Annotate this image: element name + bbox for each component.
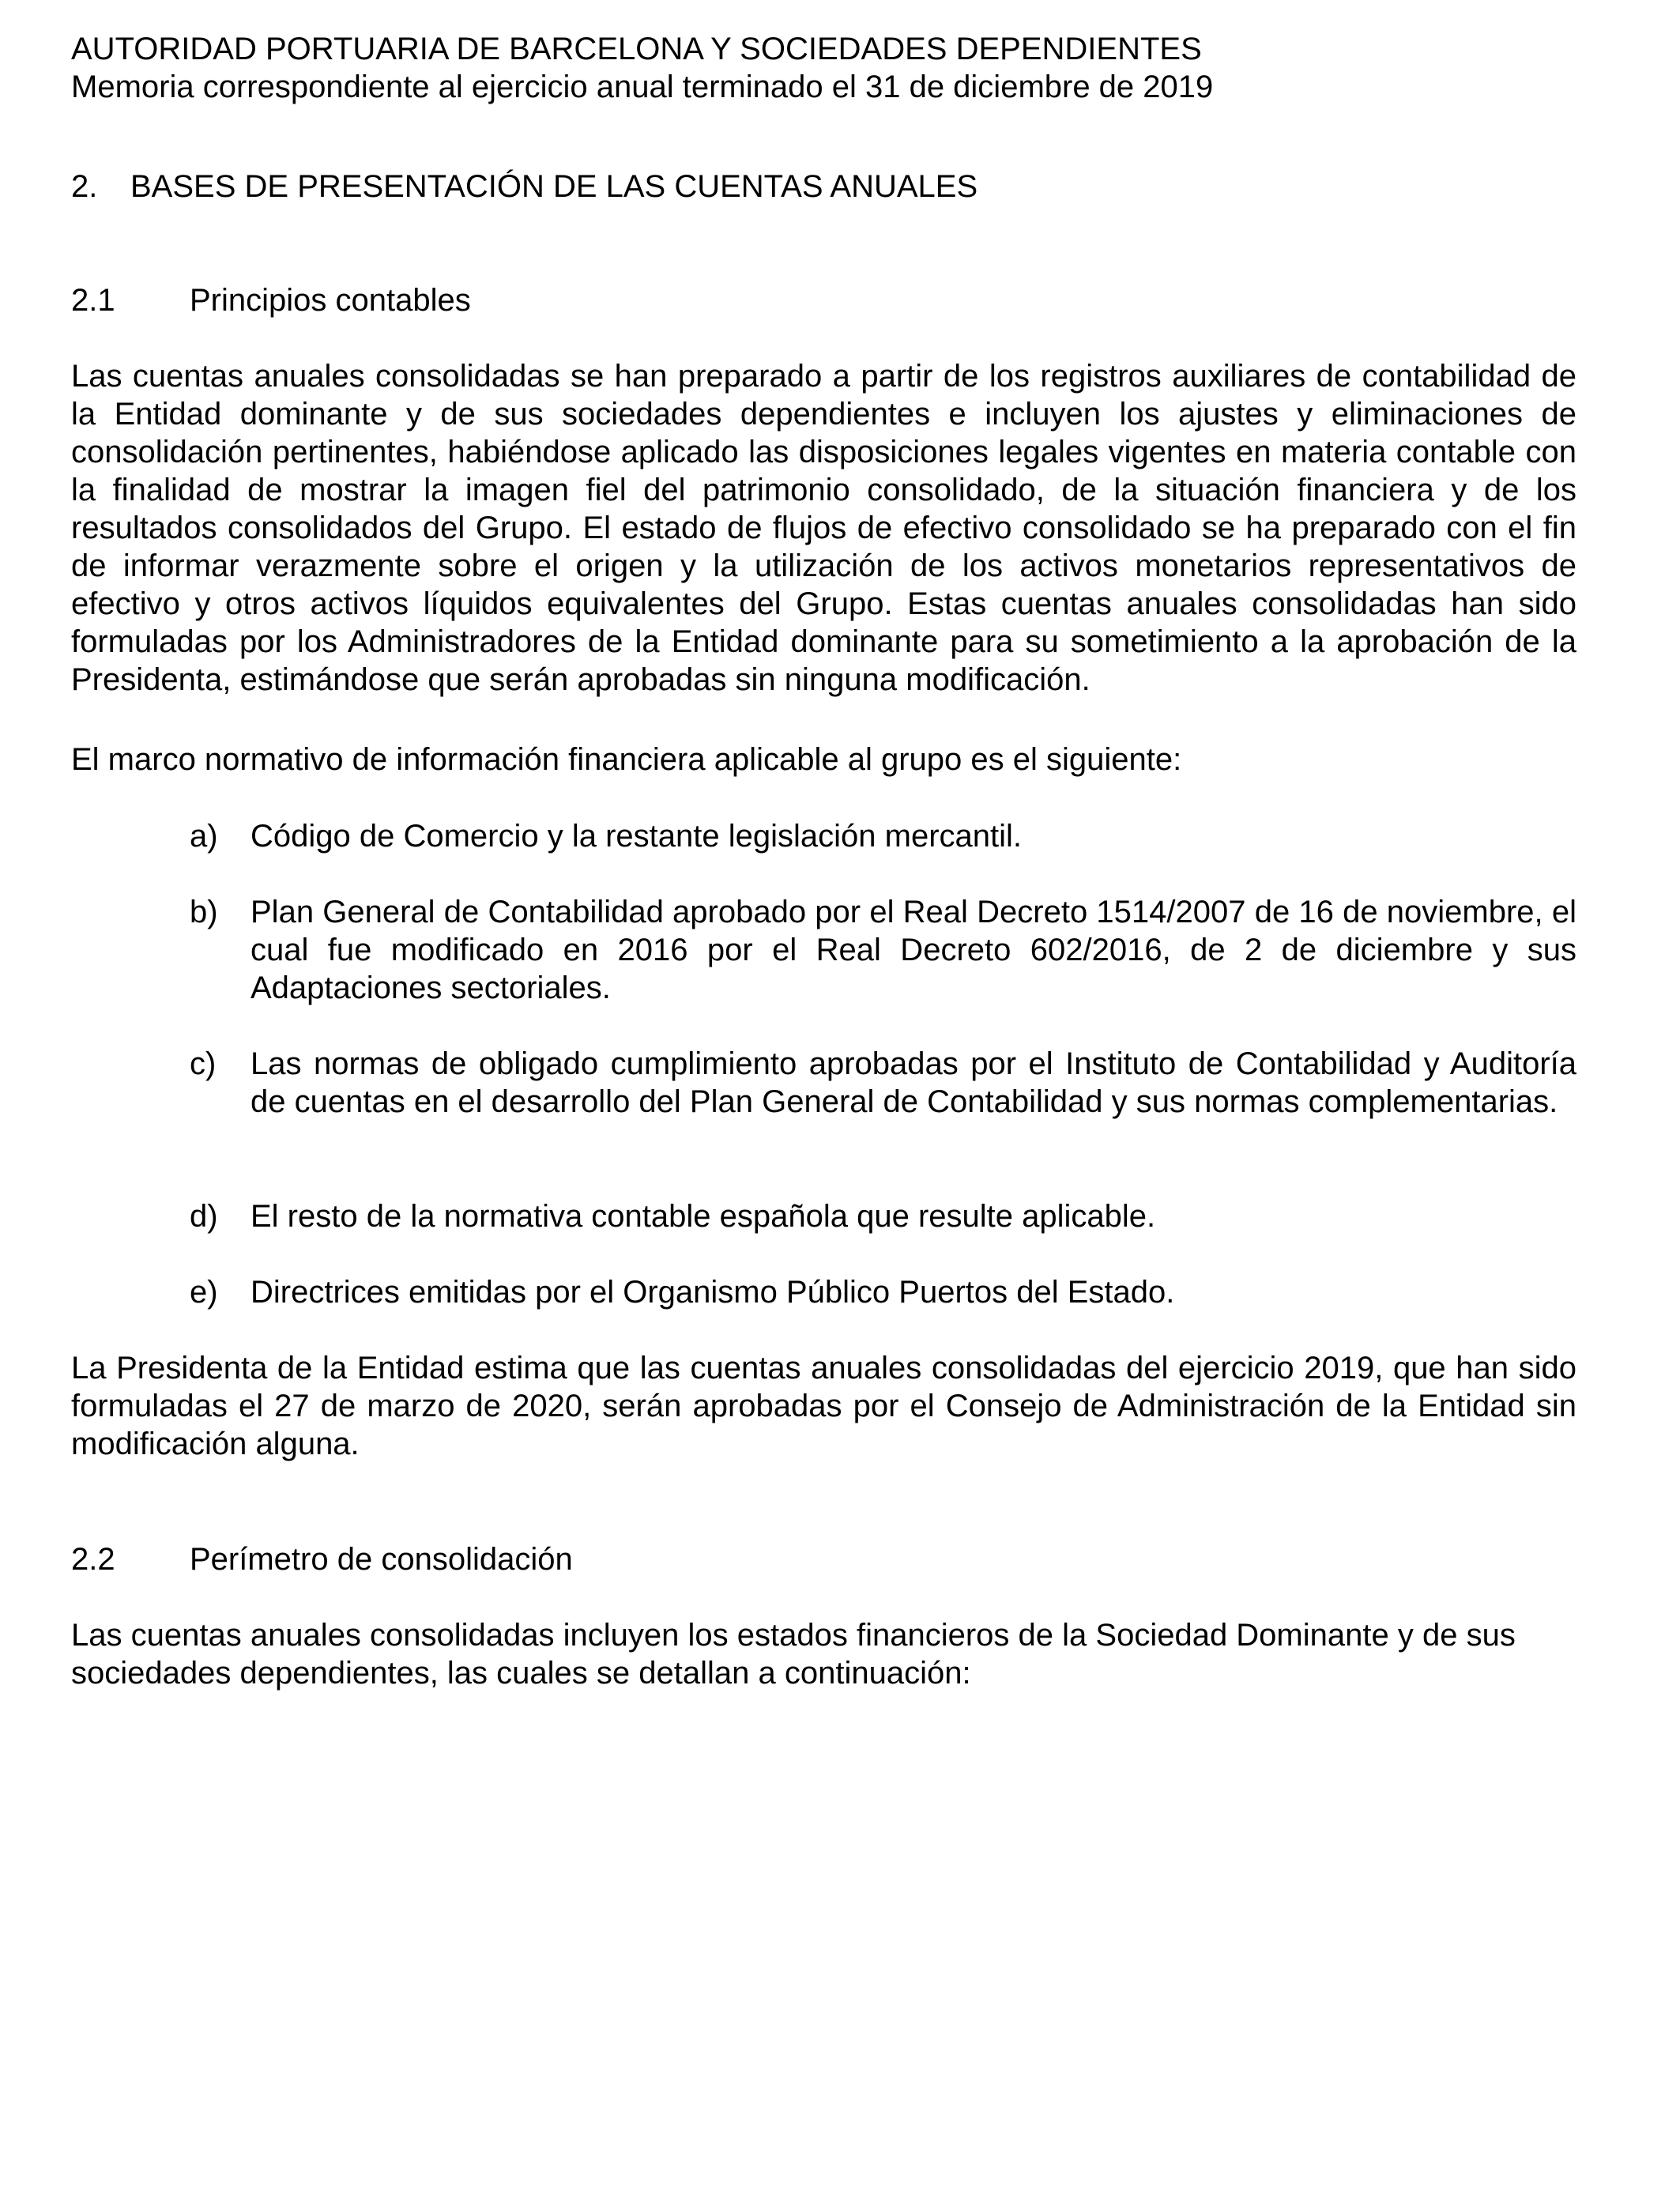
list-item: Código de Comercio y la restante legislación mercantil. [250,819,1023,854]
principles-paragraph: Las cuentas anuales consolidadas se han preparado a partir de los registros auxiliares de contabilidad de la Entidad dominante y de sus sociedades dependientes e incluyen los ajustes y eliminaciones de consolidación pertinentes, habiéndose aplicado las disposiciones legales vigentes en materia contable con la finalidad de mostrar la imagen fiel del patrimonio consolidado, de la situación financiera y de los resultados consolidados del Grupo. El estado de flujos de efectivo consolidado se ha preparado con el fin de informar verazmente sobre el origen y la utilización de los activos monetarios representativos de efectivo y otros activos líquidos equivalentes del Grupo. Estas cuentas anuales consolidadas han sido formuladas por los Administradores de la Entidad dominante para su sometimiento a la aprobación de la Presidenta, estimándose que serán aprobadas sin ninguna modificación. [71,359,1576,697]
list-item: Plan General de Contabilidad aprobado por el Real Decreto 1514/2007 de 16 de noviembre, el cual fue modificado en 2016 por el Real Decreto 602/2016, de 2 de diciembre y sus Adaptaciones sectoriales. [250,895,1576,1005]
subsection-1-number: 2.1 [71,283,115,318]
approval-paragraph: La Presidenta de la Entidad estima que las cuentas anuales consolidadas del ejercicio 2019, que han sido formuladas el 27 de marzo de 2020, serán aprobadas por el Consejo de Administración de la Entidad sin modificación alguna. [71,1351,1576,1461]
subsection-2-number: 2.2 [71,1542,115,1577]
list-item: Directrices emitidas por el Organismo Público Puertos del Estado. [250,1275,1175,1310]
list-item-letter: e) [190,1275,218,1310]
section-title: BASES DE PRESENTACIÓN DE LAS CUENTAS ANUALES [130,169,978,204]
document-subtitle: Memoria correspondiente al ejercicio anual terminado el 31 de diciembre de 2019 [71,70,1214,104]
subsection-1-title: Principios contables [190,283,471,318]
list-item-letter: b) [190,895,218,929]
subsection-2-title: Perímetro de consolidación [190,1542,573,1577]
document-title: AUTORIDAD PORTUARIA DE BARCELONA Y SOCIEDADES DEPENDIENTES [71,32,1202,66]
list-item: El resto de la normativa contable española que resulte aplicable. [250,1199,1156,1234]
list-item: Las normas de obligado cumplimiento aprobadas por el Instituto de Contabilidad y Auditoría de cuentas en el desarrollo del Plan General de Contabilidad y sus normas complementarias. [250,1046,1576,1119]
consolidation-paragraph: Las cuentas anuales consolidadas incluyen los estados financieros de la Sociedad Dominante y de sus sociedades dependientes, las cuales se detallan a continuación: [71,1618,1516,1691]
list-item-letter: a) [190,819,218,854]
list-item-letter: c) [190,1046,217,1081]
list-item-letter: d) [190,1199,218,1234]
section-number: 2. [71,169,98,204]
framework-intro-paragraph: El marco normativo de información financiera aplicable al grupo es el siguiente: [71,742,1182,777]
